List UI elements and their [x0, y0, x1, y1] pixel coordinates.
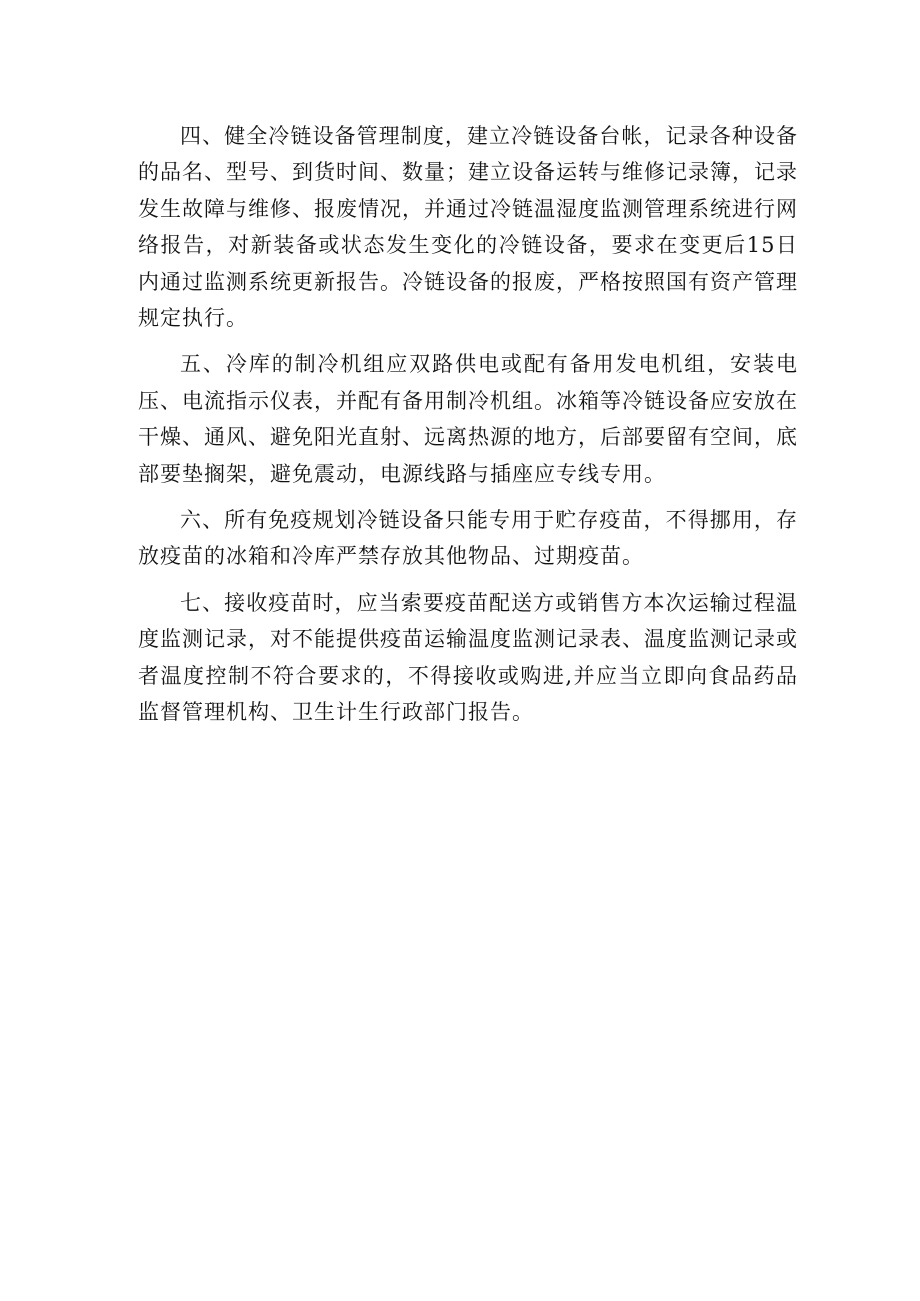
paragraph-vaccine-receipt: 七、接收疫苗时，应当索要疫苗配送方或销售方本次运输过程温度监测记录，对不能提供疫苗运输温度监测记录表、温度监测记录或者温度控制不符合要求的，不得接收或购进,并应当立即向食品药品监督管理机构、卫生计生行政部门报告。 [138, 590, 798, 725]
document-body [138, 118, 798, 741]
paragraph-cold-storage-power-supply: 五、冷库的制冷机组应双路供电或配有备用发电机组，安装电压、电流指示仪表，并配有备用制冷机组。冰箱等冷链设备应安放在干燥、通风、避免阳光直射、远离热源的地方，后部要留有空间，底部要垫搁架，避免震动，电源线路与插座应专线专用。 [138, 352, 798, 486]
paragraph-dedicated-vaccine-storage: 六、所有免疫规划冷链设备只能专用于贮存疫苗，不得挪用，存放疫苗的冰箱和冷库严禁存放其他物品、过期疫苗。 [138, 508, 798, 569]
paragraph-cold-chain-equipment-management: 四、健全冷链设备管理制度，建立冷链设备台帐，记录各种设备的品名、型号、到货时间、数量；建立设备运转与维修记录簿，记录发生故障与维修、报废情况，并通过冷链温湿度监测管理系统进行网络报告，对新装备或状态发生变化的冷链设备，要求在变更后15日内通过监测系统更新报告。冷链设备的报废，严格按照国有资产管理规定执行。 [138, 124, 798, 331]
